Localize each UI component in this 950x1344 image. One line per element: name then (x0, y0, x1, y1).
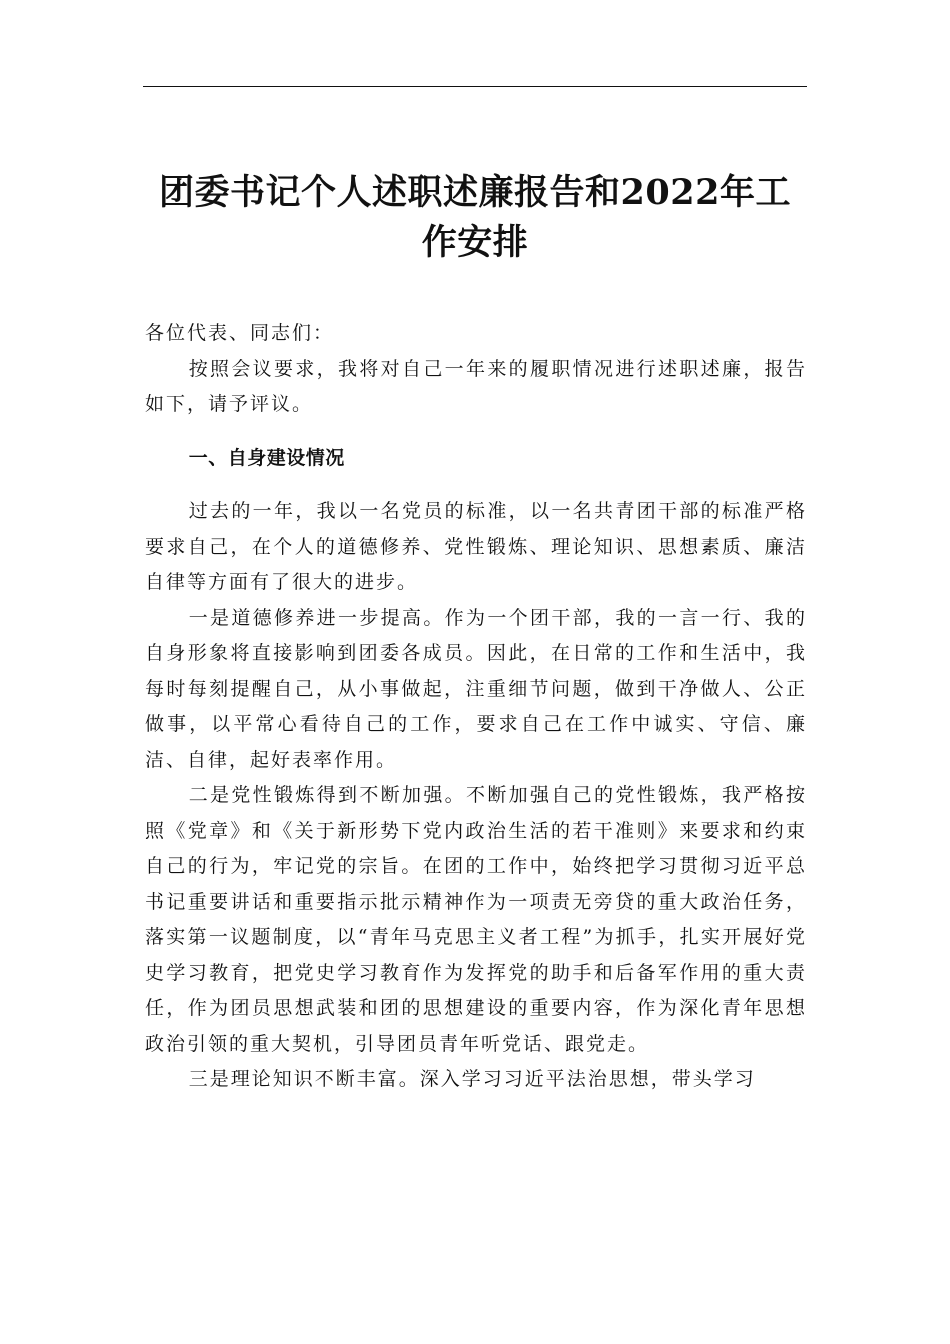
body-paragraph: 三是理论知识不断丰富。深入学习习近平法治思想，带头学习 (188, 1068, 756, 1090)
salutation: 各位代表、同志们： (145, 322, 335, 344)
document-title: 团委书记个人述职述廉报告和2022年工作安排 (159, 172, 791, 263)
body-paragraph: 一是道德修养进一步提高。作为一个团干部，我的一言一行、我的自身形象将直接影响到团委各成员。因此，在日常的工作和生活中，我每时每刻提醒自己，从小事做起，注重细节问题，做到干净做人、公正做事，以平常心看待自己的工作，要求自己在工作中诚实、守信、廉洁、自律，起好表率作用。 (145, 606, 807, 771)
header-rule (143, 86, 807, 87)
intro-paragraph: 按照会议要求，我将对自己一年来的履职情况进行述职述廉，报告如下，请予评议。 (145, 357, 807, 415)
section-heading: 一、自身建设情况 (188, 446, 345, 469)
body-paragraph: 过去的一年，我以一名党员的标准，以一名共青团干部的标准严格要求自己，在个人的道德修养、党性锻炼、理论知识、思想素质、廉洁自律等方面有了很大的进步。 (145, 500, 807, 593)
document-body (145, 316, 807, 1098)
body-paragraph: 二是党性锻炼得到不断加强。不断加强自己的党性锻炼，我严格按照《党章》和《关于新形势下党内政治生活的若干准则》来要求和约束自己的行为，牢记党的宗旨。在团的工作中，始终把学习贯彻习近平总书记重要讲话和重要指示批示精神作为一项责无旁贷的重大政治任务，落实第一议题制度，以“青年马克思主义者工程”为抓手，扎实开展好党史学习教育，把党史学习教育作为发挥党的助手和后备军作用的重大责任，作为团员思想武装和团的思想建设的重要内容，作为深化青年思想政治引领的重大契机，引导团员青年听党话、跟党走。 (145, 784, 807, 1055)
